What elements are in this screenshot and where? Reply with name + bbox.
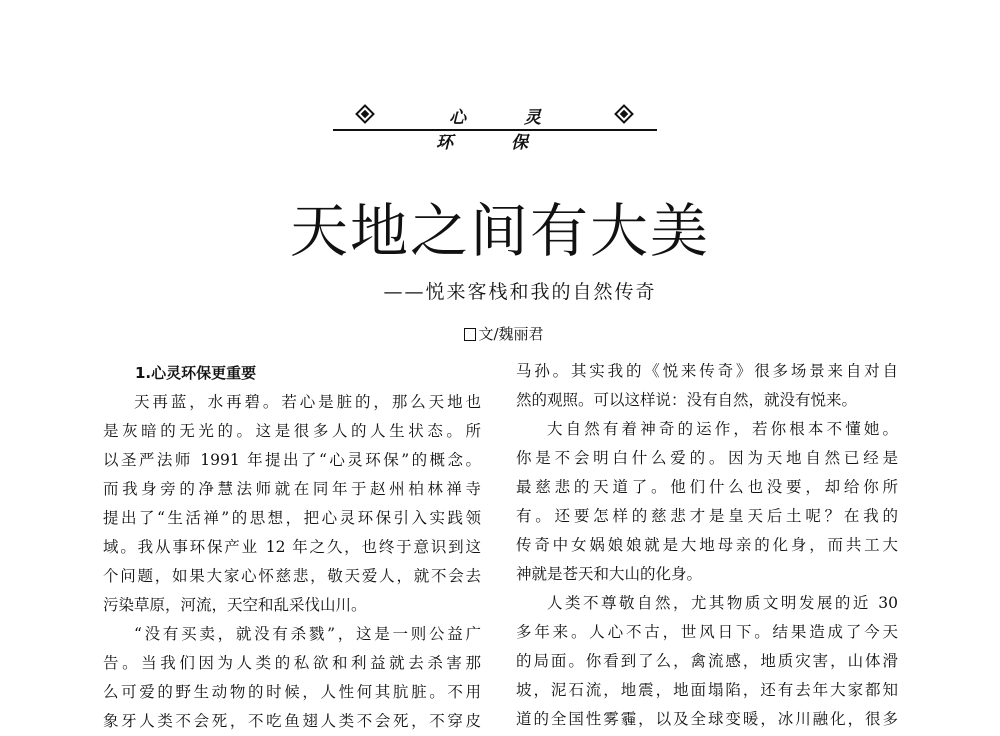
text-line: 么可爱的野生动物的时候，人性何其肮脏。不用 — [103, 683, 481, 701]
text-line: 你是不会明白什么爱的。因为天地自然已经是 — [516, 449, 898, 467]
diamond-ornament-icon — [614, 104, 634, 124]
text-line: 个问题，如果大家心怀慈悲，敬天爱人，就不会去 — [103, 567, 481, 585]
text-line: 污染草原，河流，天空和乱采伐山川。 — [103, 596, 367, 614]
column-header — [333, 103, 657, 153]
text-line: 域。我从事环保产业 12 年之久，也终于意识到这 — [103, 538, 481, 556]
text-line: 以圣严法师 1991 年提出了“心灵环保”的概念。 — [103, 451, 481, 469]
text-line: 道的全国性雾霾，以及全球变暖，冰川融化，很多 — [516, 710, 898, 728]
text-line: 有。还要怎样的慈悲才是皇天后土呢？在我的 — [516, 507, 898, 525]
article-subtitle: ——悦来客栈和我的自然传奇 — [383, 281, 657, 303]
text-line: 马孙。其实我的《悦来传奇》很多场景来自对自 — [516, 362, 898, 380]
text-line: 象牙人类不会死，不吃鱼翅人类不会死，不穿皮 — [103, 712, 481, 730]
text-line: 告。当我们因为人类的私欲和利益就去杀害那 — [103, 654, 481, 672]
text-line: 人类不尊敬自然，尤其物质文明发展的近 30 — [547, 594, 898, 612]
text-line: 提出了“生活禅”的思想，把心灵环保引入实践领 — [103, 509, 481, 527]
byline — [0, 323, 1000, 344]
text-line: 是灰暗的无光的。这是很多人的人生状态。所 — [103, 422, 481, 440]
column-label: 心 灵 环 保 — [436, 108, 567, 153]
square-box-icon — [464, 328, 476, 341]
text-line: 最慈悲的天道了。他们什么也没要，却给你所 — [516, 478, 898, 496]
text-line: 多年来。人心不古，世风日下。结果造成了今天 — [516, 623, 898, 641]
left-column — [103, 359, 481, 736]
article-title: 天地之间有大美 — [289, 197, 710, 265]
right-column — [516, 357, 898, 734]
text-line: 天再蓝，水再碧。若心是脏的，那么天地也 — [134, 393, 481, 411]
text-line: 坡，泥石流，地震，地面塌陷，还有去年大家都知 — [516, 681, 898, 699]
text-line: 大自然有着神奇的运作，若你根本不懂她。 — [547, 420, 898, 438]
diamond-ornament-icon — [355, 104, 375, 124]
text-line: “没有买卖，就没有杀戮”，这是一则公益广 — [134, 625, 481, 643]
text-line: 神就是苍天和大山的化身。 — [516, 565, 703, 583]
text-line: 的局面。你看到了么，禽流感，地质灾害，山体滑 — [516, 652, 898, 670]
text-line: 而我身旁的净慧法师就在同年于赵州柏林禅寺 — [103, 480, 481, 498]
section-heading: 1.心灵环保更重要 — [135, 364, 257, 382]
author: 文/魏丽君 — [478, 325, 544, 343]
text-line: 然的观照。可以这样说：没有自然，就没有悦来。 — [516, 391, 858, 409]
text-line: 传奇中女娲娘娘就是大地母亲的化身，而共工大 — [516, 536, 898, 554]
